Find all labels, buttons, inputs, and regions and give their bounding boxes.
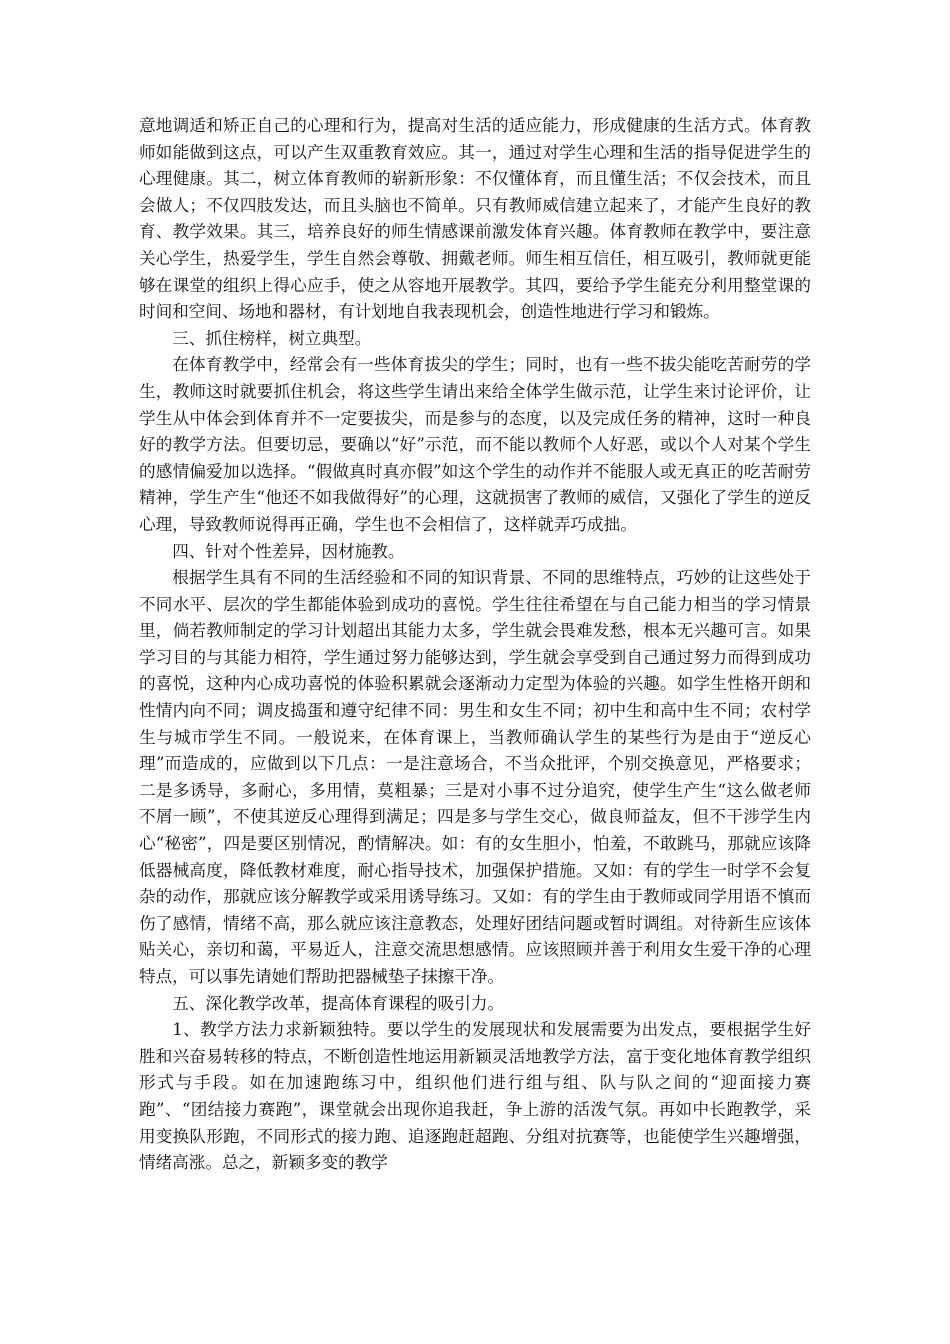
document-page (139, 113, 811, 1177)
paragraph-continued: 意地调适和矫正自己的心理和行为，提高对生活的适应能力，形成健康的生活方式。体育教师如能做到这点，可以产生双重教育效应。其一，通过对学生心理和生活的指导促进学生的心理健康。其二，树立体育教师的崭新形象：不仅懂体育，而且懂生活；不仅会技术，而且会做人；不仅四肢发达，而且头脑也不简单。只有教师威信建立起来了，才能产生良好的教育、教学效果。其三，培养良好的师生情感课前激发体育兴趣。体育教师在教学中，要注意关心学生，热爱学生，学生自然会尊敬、拥戴老师。师生相互信任，相互吸引，教师就更能够在课堂的组织上得心应手，使之从容地开展教学。其四，要给予学生能充分利用整堂课的时间和空间、场地和器材，有计划地自我表现机会，创造性地进行学习和锻炼。 (139, 116, 811, 322)
section-heading-3: 三、抓住榜样，树立典型。 (172, 328, 372, 348)
paragraph: 根据学生具有不同的生活经验和不同的知识背景、不同的思维特点，巧妙的让这些处于不同水平、层次的学生都能体验到成功的喜悦。学生往往希望在与自己能力相当的学习情景里，倘若教师制定的学习计划超出其能力太多，学生就会畏难发愁，根本无兴趣可言。如果学习目的与其能力相符，学生通过努力能够达到，学生就会享受到自己通过努力而得到成功的喜悦，这种内心成功喜悦的体验积累就会逐渐动力定型为体验的兴趣。如学生性格开朗和性情内向不同；调皮捣蛋和遵守纪律不同：男生和女生不同；初中生和高中生不同；农村学生与城市学生不同。一般说来，在体育课上，当教师确认学生的某些行为是由于“逆反心理”而造成的，应做到以下几点：一是注意场合，不当众批评，个别交换意见，严格要求；二是多诱导，多耐心，多用情，莫粗暴；三是对小事不过分追究，使学生产生“这么做老师不屑一顾”，不使其逆反心理得到满足；四是多与学生交心，做良师益友，但不干涉学生内心“秘密”，四是要区别情况，酌情解决。如：有的女生胆小，怕羞，不敢跳马，那就应该降低器械高度，降低教材难度，耐心指导技术，加强保护措施。又如：有的学生一时学不会复杂的动作，那就应该分解教学或采用诱导练习。又如：有的学生由于教师或同学用语不慎而伤了感情，情绪不高，那么就应该注意教态，处理好团结问题或暂时调组。对待新生应该体贴关心，亲切和蔼，平易近人，注意交流思想感情。应该照顾并善于利用女生爱干净的心理特点，可以事先请她们帮助把器械垫子抹擦干净。 (139, 568, 811, 986)
paragraph: 1、教学方法力求新颖独特。要以学生的发展现状和发展需要为出发点，要根据学生好胜和兴奋易转移的特点，不断创造性地运用新颖灵活地教学方法，富于变化地体育教学组织形式与手段。如在加速跑练习中，组织他们进行组与组、队与队之间的“迎面接力赛跑”、“团结接力赛跑”，课堂就会出现你追我赶，争上游的活泼气氛。再如中长跑教学，采用变换队形跑，不同形式的接力跑、追逐跑赶超跑、分组对抗赛等，也能使学生兴趣增强，情绪高涨。总之，新颖多变的教学 (139, 1020, 811, 1173)
paragraph: 在体育教学中，经常会有一些体育拔尖的学生；同时，也有一些不拔尖能吃苦耐劳的学生，教师这时就要抓住机会，将这些学生请出来给全体学生做示范，让学生来讨论评价，让学生从中体会到体育并不一定要拔尖，而是参与的态度，以及完成任务的精神，这时一种良好的教学方法。但要切忌，要确以“好”示范，而不能以教师个人好恶，或以个人对某个学生的感情偏爱加以选择。“假做真时真亦假”如这个学生的动作并不能服人或无真正的吃苦耐劳精神，学生产生“他还不如我做得好”的心理，这就损害了教师的威信，又强化了学生的逆反心理，导致教师说得再正确，学生也不会相信了，这样就弄巧成拙。 (139, 355, 811, 534)
section-heading-5: 五、深化教学改革，提高体育课程的吸引力。 (172, 993, 505, 1013)
section-heading-4: 四、针对个性差异，因材施教。 (172, 541, 405, 561)
